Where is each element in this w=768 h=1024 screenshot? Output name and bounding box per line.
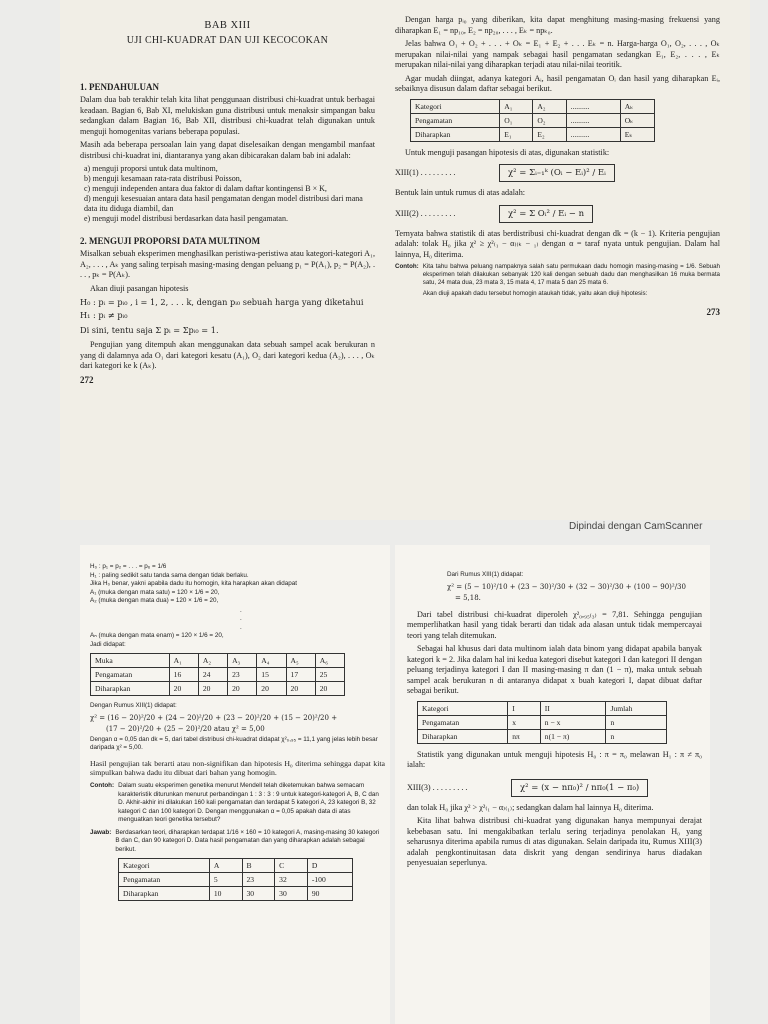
table-cell: n <box>606 715 667 729</box>
example-label: Contoh: <box>90 782 115 790</box>
table-cell: 5 <box>209 873 242 887</box>
example-block <box>395 263 720 301</box>
genetics-table <box>118 858 353 901</box>
paragraph: Ternyata bahwa statistik di atas berdistribusi chi-kuadrat dengan dk = (k − 1). Kriteria pengujian adalah: tolak H₀ jika χ² ≥ χ²₍₁ − α₎₍ₖ − ₁₎ dengan α = taraf nyata untuk pengujian. Dalam hal lainnya, H₀ diterima. <box>395 228 720 259</box>
paragraph: dan tolak H₀ jika χ² > χ²₍₁ − α₎₍₁₎; sedangkan dalam hal lainnya H₀ diterima. <box>407 802 654 812</box>
table-row <box>411 127 655 141</box>
table-cell: Kategori <box>119 859 210 873</box>
table-cell: .......... <box>566 99 620 113</box>
binomial-table <box>417 701 667 744</box>
table-cell: 10 <box>209 887 242 901</box>
table-cell: Diharapkan <box>91 682 170 696</box>
table-cell: Diharapkan <box>119 887 210 901</box>
formula-label: XIII(3) . . . . . . . . . <box>407 782 468 792</box>
hypothesis-h0: H₀ : p₁ = p₂ = . . . = p₆ = 1/6 <box>90 563 167 570</box>
table-row <box>119 887 353 901</box>
table-cell: E₁ <box>500 127 533 141</box>
table-cell: 20 <box>169 682 198 696</box>
table-cell: C <box>275 859 308 873</box>
table-row <box>418 729 667 743</box>
table-row <box>411 113 655 127</box>
table-cell: O₁ <box>500 113 533 127</box>
table-row <box>91 682 345 696</box>
paragraph: Masih ada beberapa persoalan lain yang dapat diselesaikan dengan mengambil manfaat distribusi chi-kuadrat ini, diantaranya yang akan dibicarakan dalam bab ini adalah: <box>80 140 375 160</box>
paragraph: Dari tabel distribusi chi-kuadrat diperoleh χ²₀,₉₅₍₃₎ = 7,81. Sehingga pengujian memperlihatkan hasil yang tidak berarti dan tidak ada alasan untuk tidak mempercayai teori yang telah ditemukan. <box>407 609 702 640</box>
page-272-column <box>80 20 375 385</box>
example-label: Contoh: <box>395 263 419 270</box>
table-cell: 20 <box>286 682 315 696</box>
table-cell: 20 <box>315 682 344 696</box>
table-cell: A₅ <box>286 654 315 668</box>
table-row <box>91 668 345 682</box>
table-cell: Eₖ <box>620 127 654 141</box>
chapter-title: UJI CHI-KUADRAT DAN UJI KECOCOKAN <box>126 35 329 46</box>
table-cell: n <box>606 729 667 743</box>
section-heading: 2. MENGUJI PROPORSI DATA MULTINOM <box>80 236 261 246</box>
paragraph: Sebagai hal khusus dari data multinom ialah data binom yang didapat apabila banyak kategori k = 2. Jika dalam hal ini kedua kategori disebut kategori I dan kategori II dengan peluang terjadinya kategori I dan II masing-masing π dan (1 − π), maka untuk sebuah sampel acak berukuran n di antaranya didapat x buah kategori I, dapat dibuat daftar sebagai berikut. <box>407 644 702 695</box>
paragraph: Misalkan sebuah eksperimen menghasilkan peristiwa-peristiwa atau kategori-kategori A₁, A₂, . . . , Aₖ yang saling terpisah masing-masing dengan peluang p₁ = P(A₁), p₂ = P(A₂), . . . , pₖ = P(Aₖ). <box>80 249 375 279</box>
table-cell: D <box>307 859 352 873</box>
table-cell: 20 <box>198 682 227 696</box>
chi-square-computation: χ² = (5 − 10)²/10 + (23 − 30)²/30 + (32 − 30)²/30 + (100 − 90)²/30 <box>447 582 686 591</box>
table-cell: 30 <box>242 887 275 901</box>
table-cell: A₆ <box>315 654 344 668</box>
list-item: b) menguji kesamaan rata-rata distribusi Poisson, <box>84 174 242 183</box>
table-cell: A₂ <box>533 99 566 113</box>
table-cell: .......... <box>566 127 620 141</box>
table-cell: x <box>508 715 541 729</box>
table-cell: Muka <box>91 654 170 668</box>
topic-list <box>80 164 375 224</box>
table-cell: O₂ <box>533 113 566 127</box>
binomial-chi-square-formula: χ² = (x − nπ₀)² / nπ₀(1 − π₀) <box>511 779 648 797</box>
expected-line: A₂ (muka dengan mata dua) = 120 × 1/6 = 20, <box>90 597 219 604</box>
paragraph: Dengan Rumus XIII(1) didapat: <box>90 702 177 709</box>
dice-table <box>90 653 345 696</box>
page-number: 273 <box>706 307 720 318</box>
table-cell: 17 <box>286 668 315 682</box>
chi-square-formula-alt: χ² = Σ Oᵢ² / Eᵢ − n <box>499 205 593 223</box>
formula-row <box>395 162 720 182</box>
paragraph: Untuk menguji pasangan hipotesis di atas, digunakan statistik: <box>405 147 610 157</box>
table-cell: Pengamatan <box>119 873 210 887</box>
table-cell: n − x <box>540 715 606 729</box>
paragraph: Statistik yang digunakan untuk menguji hipotesis H₀ : π = π₀ melawan H₁ : π ≠ π₀ ialah: <box>407 749 702 769</box>
table-cell: Pengamatan <box>418 715 508 729</box>
table-cell: 30 <box>275 887 308 901</box>
paragraph: Jadi didapat: <box>90 640 126 648</box>
answer-text: Berdasarkan teori, diharapkan terdapat 1/16 × 160 = 10 kategori A, masing-masing 30 kategori B dan C, dan 90 kategori D. Data hasil pengamatan dan yang diharapkan adalah sebagai berikut. <box>115 828 380 853</box>
expected-line: Aₙ (muka dengan mata enam) = 120 × 1/6 = 20, <box>90 632 224 639</box>
table-cell: A <box>209 859 242 873</box>
table-cell: Aₖ <box>620 99 654 113</box>
hypothesis-h1: H₁ : paling sedikit satu tanda sama dengan tidak berlaku. <box>90 571 249 579</box>
page-content: H₀ : p₁ = p₂ = . . . = p₆ = 1/6 H₁ : paling sedikit satu tanda sama dengan tidak berlaku. Jika H₀ benar, yakni apabila dadu itu homogin, kita harapkan akan didapat A₁ (muka dengan mata satu) = 120 × 1/6 = 20, A₂ (muka dengan mata dua) = 120 × 1/6 = 20, . . . Aₙ (muka dengan mata enam) = 120 × 1/6 = 20, Jadi didapat: Muka A₁ A₂ A₃ A₄ A₅ A₆ Pengamatan 16 24 23 15 17 25 Diharapkan 20 20 20 20 20 20 Dengan Rumus XIII(1) didapat: χ² = (16 − 20)²/20 + (24 − 20)²/20 + (23 − 20)²/20 + (15 − 20)²/20 + (17 − 20)²/20 + (25 − 20)²/20 atau χ² = 5,00 Dengan α = 0,05 dan dk = 5, dari tabel distribusi chi-kuadrat didapat χ²₀,₉₅ = 11,1 yang jelas lebih besar daripada χ² = 5,00. Hasil pengujian tak berarti atau non-signifikan dan hipotesis H₀ diterima sehingga dapat kita simpulkan bahwa dadu itu dibuat dari bahan yang homogin. Contoh: Dalam suatu eksperimen genetika menurut Mendell telah diketemukan bahwa semacam karakteristik diturunkan menurut perbandingan 1 : 3 : 3 : 9 untuk kategori-kategori A, B, C dan D. Akhir-akhir ini dilakukan 160 kali pengamatan dan terdapat 5 kategori A, 23 kategori B, 32 kategori C dan 100 kategori D. Dengan menggunakan α = 0,05 apakah data di atas menguatkan teori genetika tersebut? Jawab: Berdasarkan teori, diharapkan terdapat 1/16 × 160 = 10 kategori A, masing-masing 30 kategori B dan C, dan 90 kategori D. Data hasil pengamatan dan yang diharapkan adalah sebagai berikut. Kategori A B C D Pengamatan 5 23 32 -100 Diharapkan 10 30 30 90 <box>90 563 385 907</box>
category-table <box>410 99 655 142</box>
bottom-left-page <box>80 545 390 1024</box>
table-cell: A₁ <box>500 99 533 113</box>
scanner-watermark: Dipindai dengan CamScanner <box>569 521 703 532</box>
table-cell: Kategori <box>418 701 508 715</box>
top-page-spread <box>60 0 750 520</box>
table-cell: Pengamatan <box>411 113 500 127</box>
section-heading: 1. PENDAHULUAN <box>80 82 160 92</box>
table-cell: .......... <box>566 113 620 127</box>
example-text: Dalam suatu eksperimen genetika menurut Mendell telah diketemukan bahwa semacam karakteristik diturunkan menurut perbandingan 1 : 3 : 3 : 9 untuk kategori-kategori A, B, C dan D. Akhir-akhir ini dilakukan 160 kali pengamatan dan terdapat 5 kategori A, 23 kategori B, 32 kategori C dan 100 kategori D. Dengan menggunakan α = 0,05 apakah data di atas menguatkan teori genetika tersebut? <box>118 782 379 824</box>
paragraph: Dari Rumus XIII(1) didapat: <box>447 571 524 578</box>
hypothesis-h1: H₁ : pᵢ ≠ pᵢ₀ <box>80 310 128 320</box>
table-cell: 90 <box>307 887 352 901</box>
table-cell: A₄ <box>257 654 286 668</box>
table-cell: E₂ <box>533 127 566 141</box>
table-row <box>119 859 353 873</box>
table-cell: -100 <box>307 873 352 887</box>
table-row <box>411 99 655 113</box>
paragraph: Akan diuji pasangan hipotesis <box>90 283 189 293</box>
formula-label: XIII(2) . . . . . . . . . <box>395 208 456 218</box>
table-cell: nπ <box>508 729 541 743</box>
list-item: a) menguji proporsi untuk data multinom, <box>84 164 218 173</box>
table-row <box>119 873 353 887</box>
table-cell: Kategori <box>411 99 500 113</box>
table-cell: Pengamatan <box>91 668 170 682</box>
table-cell: A₁ <box>169 654 198 668</box>
table-cell: 23 <box>228 668 257 682</box>
table-cell: II <box>540 701 606 715</box>
table-row <box>91 654 345 668</box>
example-text: Akan diuji apakah dadu tersebut homogin ataukah tidak, yaitu akan diuji hipotesis: <box>422 290 648 298</box>
table-cell: B <box>242 859 275 873</box>
example-text: Kita tahu bahwa peluang nampaknya salah satu permukaan dadu homogin masing-masing = 1/6. Sebuah eksperimen telah dilakukan sebanyak 120 kali dengan sebuah dadu dan menghasilkan 16 muka bermata satu, 24 mata dua, 23 mata 3, 15 mata 4, 17 mata 5 dan 25 mata 6. <box>422 263 720 287</box>
answer-label: Jawab: <box>90 828 112 836</box>
list-item: d) menguji kesesuaian antara data hasil pengamatan dengan model distribusi dari mana data itu diduga diambil, dan <box>84 194 363 213</box>
table-cell: 15 <box>257 668 286 682</box>
formula-row <box>395 203 720 223</box>
paragraph: Jika H₀ benar, yakni apabila dadu itu homogin, kita harapkan akan didapat <box>90 580 298 587</box>
table-cell: 23 <box>242 873 275 887</box>
table-row <box>418 715 667 729</box>
paragraph: Agar mudah diingat, adanya kategori Aᵢ, hasil pengamatan Oᵢ dan hasil yang diharapkan Eᵢ, sebaiknya disusun dalam daftar sebagai berikut. <box>395 73 720 93</box>
table-row <box>418 701 667 715</box>
table-cell: Diharapkan <box>411 127 500 141</box>
paragraph: Pengujian yang ditempuh akan menggunakan data sebuah sampel acak berukuran n yang di dalamnya ada O₁ dari kategori kesatu (A₁), O₂ dari kategori kedua (A₂), . . . , Oₖ dari kategori ke k (Aₖ). <box>80 340 375 370</box>
paragraph: Kita lihat bahwa distribusi chi-kuadrat yang digunakan hanya mempunyai derajat kebebasan satu. Ini mengakibatkan terlalu sering terjadinya penolakan H₀ yang seharusnya diterima apabila rumus di atas digunakan. Selain daripada itu, Rumus XIII(3) adalah pengkontinuitasan data diskrit yang dengan sendirinya harus diadakan penyesuaian seperlunya. <box>407 816 702 867</box>
paragraph: Bentuk lain untuk rumus di atas adalah: <box>395 188 526 197</box>
table-cell: 25 <box>315 668 344 682</box>
list-item: e) menguji model distribusi berdasarkan data hasil pengamatan. <box>84 214 288 223</box>
answer-block <box>90 829 385 855</box>
list-item: c) menguji independen antara dua faktor di dalam daftar kontingensi B × K, <box>84 184 327 193</box>
table-cell: 24 <box>198 668 227 682</box>
table-cell: Diharapkan <box>418 729 508 743</box>
table-cell: I <box>508 701 541 715</box>
hypothesis-h0: H₀ : pᵢ = pᵢ₀ , i = 1, 2, . . . k, dengan pᵢ₀ sebuah harga yang diketahui <box>80 297 364 307</box>
paragraph: Hasil pengujian tak berarti atau non-signifikan dan hipotesis H₀ diterima sehingga dapat kita simpulkan bahwa dadu itu dibuat dari bahan yang homogin. <box>90 758 385 778</box>
page-273-column <box>395 15 720 317</box>
paragraph: Dalam dua bab terakhir telah kita lihat penggunaan distribusi chi-kuadrat untuk berbagai keadaan. Bagian 6, Bab XI, melukiskan guna distribusi untuk menaksir simpangan baku sedangkan dalam Bagian 16, Bab XII, distribusi chi-kuadrat telah digunakan untuk menguji homogenitas varians beberapa populasi. <box>80 95 375 136</box>
page-number: 272 <box>80 374 94 385</box>
paragraph: Dengan α = 0,05 dan dk = 5, dari tabel distribusi chi-kuadrat didapat χ²₀,₉₅ = 11,1 yang jelas lebih besar daripada χ² = 5,00. <box>90 735 378 751</box>
table-cell: A₂ <box>198 654 227 668</box>
paragraph: Jelas bahwa O₁ + O₂ + . . . + Oₖ = E₁ + E₂ + . . . Eₖ = n. Harga-harga O₁, O₂, . . . , Oₖ merupakan nilai-nilai yang nampak sebagai hasil pengamatan sedangkan E₁, E₂, . . . , Eₖ merupakan nilai-nilai yang diharapkan terjadi atau nilai-nilai teoritik. <box>395 39 720 69</box>
chi-square-formula: χ² = Σᵢ₌₁ᵏ (Oᵢ − Eᵢ)² / Eᵢ <box>499 164 615 182</box>
table-cell: n(1 − π) <box>540 729 606 743</box>
page-content <box>407 571 702 872</box>
table-cell: Oₖ <box>620 113 654 127</box>
chi-square-computation: χ² = (16 − 20)²/20 + (24 − 20)²/20 + (23 − 20)²/20 + (15 − 20)²/20 + <box>90 713 338 722</box>
paragraph: Dengan harga pᵢ₀ yang diberikan, kita dapat menghitung masing-masing frekuensi yang diharapkan E₁ = np₁₀, E₂ = np₂₀, . . . , Eₖ = npₖ₀. <box>395 15 720 35</box>
bottom-right-page <box>395 545 710 1024</box>
table-cell: A₃ <box>228 654 257 668</box>
sum-equation: Di sini, tentu saja Σ pᵢ = Σpᵢ₀ = 1. <box>80 325 219 335</box>
expected-line: A₁ (muka dengan mata satu) = 120 × 1/6 = 20, <box>90 588 220 596</box>
formula-row <box>407 777 702 797</box>
chi-square-computation: (17 − 20)²/20 + (25 − 20)²/20 atau χ² = 5,00 <box>106 724 265 733</box>
table-cell: Jumlah <box>606 701 667 715</box>
example-block <box>90 782 385 825</box>
table-cell: 20 <box>257 682 286 696</box>
formula-label: XIII(1) . . . . . . . . . <box>395 168 456 177</box>
chi-square-result: = 5,18. <box>455 593 481 602</box>
chapter-label: BAB XIII <box>204 20 251 31</box>
table-cell: 20 <box>228 682 257 696</box>
table-cell: 16 <box>169 668 198 682</box>
table-cell: 32 <box>275 873 308 887</box>
